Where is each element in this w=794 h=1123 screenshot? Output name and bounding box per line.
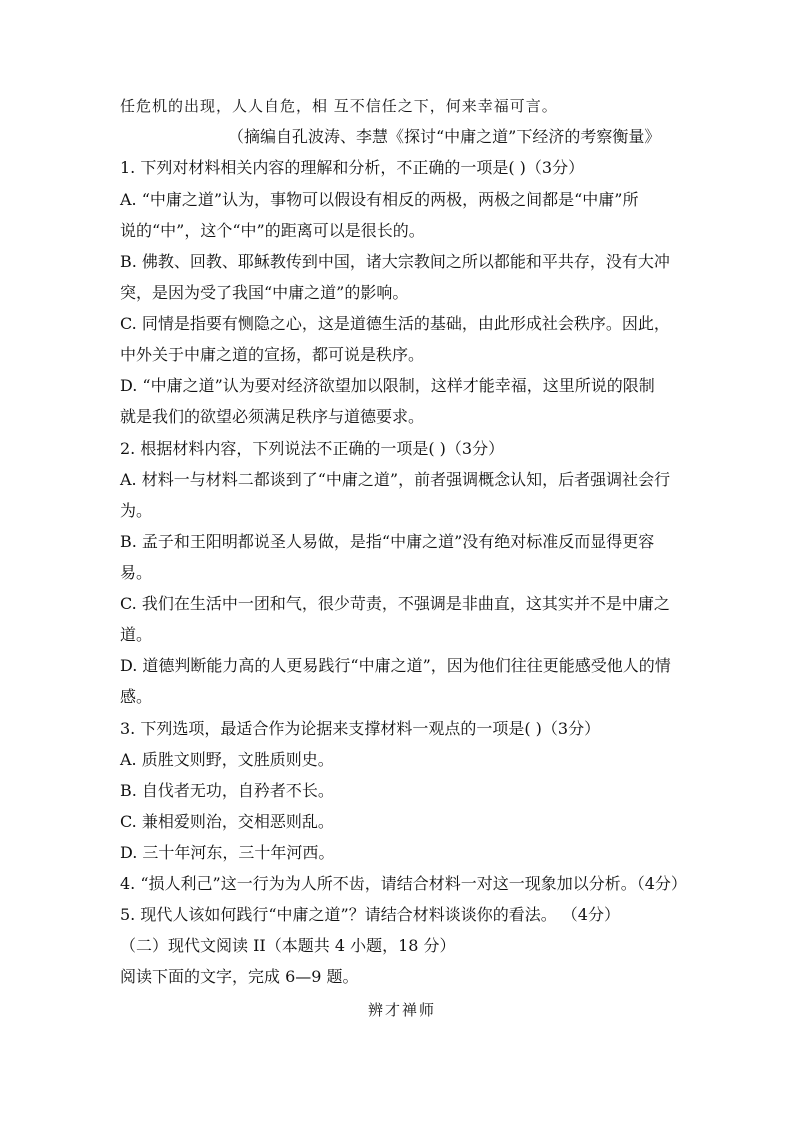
question-2-option-b-line1: B. 孟子和王阳明都说圣人易做，是指“中庸之道”没有绝对标准反而显得更容: [120, 532, 655, 551]
question-5: 5. 现代人该如何践行“中庸之道”？请结合材料谈谈你的看法。 （4分）: [120, 905, 620, 924]
question-2-option-c-line2: 道。: [120, 625, 153, 644]
question-2-option-a-line1: A. 材料一与材料二都谈到了“中庸之道”，前者强调概念认知，后者强调社会行: [120, 470, 671, 489]
question-1-option-b-line1: B. 佛教、回教、耶稣教传到中国，诸大宗教间之所以都能和平共存，没有大冲: [120, 252, 670, 271]
question-1-stem: 1. 下列对材料相关内容的理解和分析，不正确的一项是( )（3分）: [120, 158, 585, 177]
section-heading: （二）现代文阅读 II（本题共 4 小题，18 分）: [120, 936, 456, 955]
question-3-option-b: B. 自伐者无功，自矜者不长。: [120, 781, 334, 800]
source-note: （摘编自孔波涛、李慧《探讨“中庸之道”下经济的考察衡量》: [228, 127, 661, 146]
question-1-option-c-line2: 中外关于中庸之道的宣扬，都可说是秩序。: [120, 345, 425, 364]
question-3-option-c: C. 兼相爱则治，交相恶则乱。: [120, 812, 334, 831]
question-2-option-d-line2: 感。: [120, 687, 153, 706]
question-2-option-c-line1: C. 我们在生活中一团和气，很少苛责，不强调是非曲直，这其实并不是中庸之: [120, 594, 670, 613]
question-2-option-a-line2: 为。: [120, 501, 153, 520]
question-2-option-b-line2: 易。: [120, 563, 153, 582]
question-1-option-a-line1: A. “中庸之道”认为，事物可以假设有相反的两极，两极之间都是“中庸”所: [120, 190, 639, 209]
question-4: 4. “损人利己”这一行为为人所不齿，请结合材料一对这一现象加以分析。（4分）: [120, 874, 687, 893]
question-2-option-d-line1: D. 道德判断能力高的人更易践行“中庸之道”，因为他们往往更能感受他人的情: [120, 656, 671, 675]
passage-tail: 任危机的出现，人人自危，相 互不信任之下，何来幸福可言。: [120, 97, 558, 115]
question-2-stem: 2. 根据材料内容，下列说法不正确的一项是( )（3分）: [120, 439, 505, 458]
question-3-option-d: D. 三十年河东，三十年河西。: [120, 843, 335, 862]
question-1-option-a-line2: 说的“中”，这个“中”的距离可以是很长的。: [120, 221, 425, 240]
question-1-option-c-line1: C. 同情是指要有恻隐之心，这是道德生活的基础，由此形成社会秩序。因此，: [120, 314, 670, 333]
question-1-option-d-line2: 就是我们的欲望必须满足秩序与道德要求。: [120, 407, 425, 426]
question-1-option-d-line1: D. “中庸之道”认为要对经济欲望加以限制，这样才能幸福，这里所说的限制: [120, 376, 655, 395]
reading-instruction: 阅读下面的文字，完成 6—9 题。: [120, 967, 359, 986]
question-1-option-b-line2: 突，是因为受了我国“中庸之道”的影响。: [120, 283, 409, 302]
story-title: 辨才禅师: [368, 1001, 437, 1019]
question-3-option-a: A. 质胜文则野，文胜质则史。: [120, 750, 334, 769]
question-3-stem: 3. 下列选项，最适合作为论据来支撑材料一观点的一项是( )（3分）: [120, 719, 601, 738]
